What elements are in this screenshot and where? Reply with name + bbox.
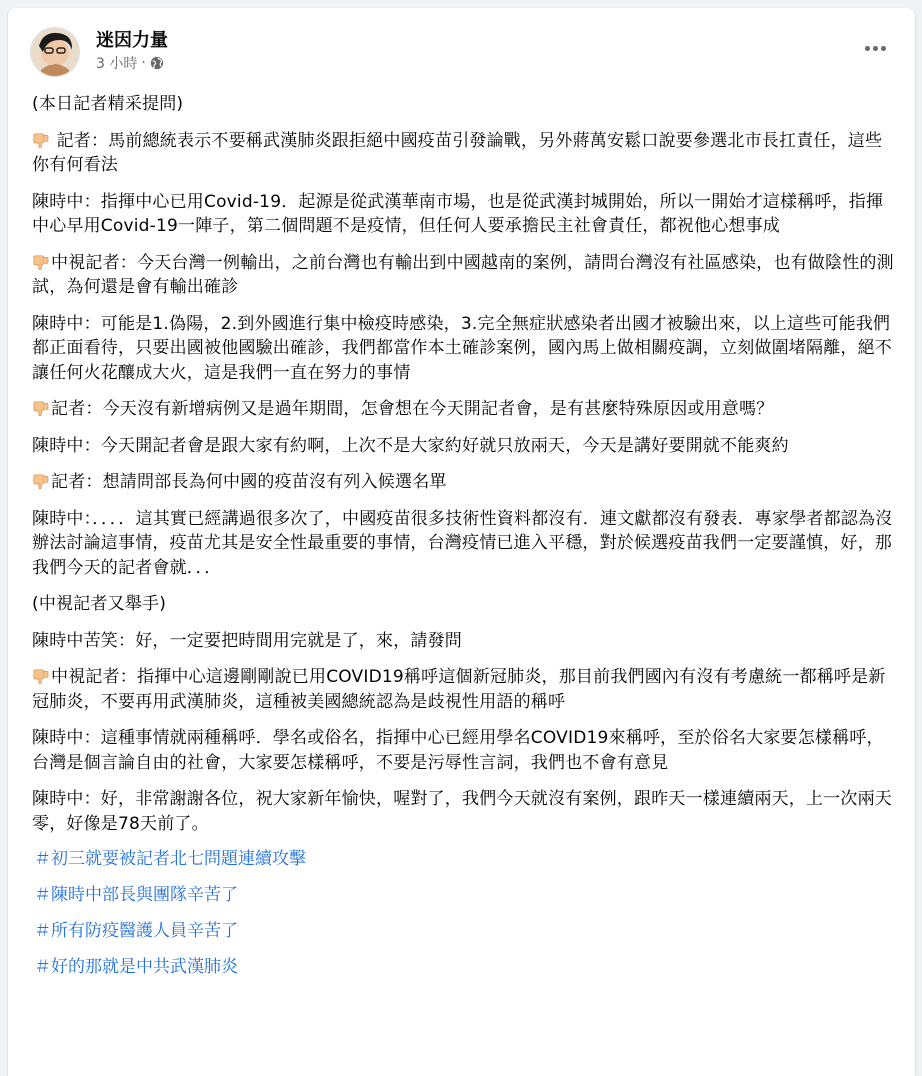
post-header [8, 8, 915, 86]
paragraph-text: 記者：馬前總統表示不要稱武漢肺炎跟拒絕中國疫苗引發論戰，另外蔣萬安鬆口說要參選北市長扛責任，這些你有何看法 [32, 130, 883, 175]
pointing-down-emoji-icon [32, 133, 49, 148]
globe-icon[interactable] [150, 56, 164, 70]
pointing-down-emoji-icon [32, 474, 49, 489]
hashtag-link[interactable]: ＃好的那就是中共武漢肺炎 [34, 957, 238, 977]
profile-photo-icon [31, 28, 79, 76]
more-dot [865, 46, 870, 51]
paragraph-text: 陳時中：今天開記者會是跟大家有約啊，上次不是大家約好就只放兩天，今天是講好要開就不能爽約 [32, 435, 789, 456]
more-dot [881, 46, 886, 51]
pointing-down-emoji-icon [32, 669, 49, 684]
hashtag-link[interactable]: ＃初三就要被記者北七問題連續攻擊 [34, 849, 306, 869]
post-paragraph [32, 470, 898, 495]
post-paragraph [32, 251, 898, 300]
pointing-down-emoji-icon [32, 255, 49, 270]
paragraph-text: 記者：今天沒有新增病例又是過年期間，怎會想在今天開記者會，是有甚麼特殊原因或用意嗎？ [51, 399, 774, 419]
paragraph-text: 中視記者：指揮中心這邊剛剛說已用COVID19稱呼這個新冠肺炎，那目前我們國內有沒有考慮統一都稱呼是新冠肺炎，不要再用武漢肺炎，這種被美國總統認為是歧視性用語的稱呼 [32, 667, 886, 712]
paragraph-text: 陳時中：好，非常謝謝各位，祝大家新年愉快，喔對了，我們今天就沒有案例，跟昨天一樣連續兩天，上一次兩天零，好像是78天前了。 [32, 789, 892, 834]
post-paragraph [32, 312, 898, 386]
paragraph-text: 陳時中：．．．．這其實已經講過很多次了，中國疫苗很多技術性資料都沒有．連文獻都沒有發表．專家學者都認為沒辦法討論這事情，疫苗尤其是安全性最重要的事情，台灣疫情已進入平穩，對於候選疫苗我們一定要謹慎，好，那我們今天的記者會就．．． [32, 508, 893, 578]
post-paragraph [32, 92, 898, 117]
post-paragraph [32, 507, 898, 581]
paragraph-text: 陳時中：可能是1.偽陽，2.到外國進行集中檢疫時感染，3.完全無症狀感染者出國才被驗出來，以上這些可能我們都正面看待，只要出國被他國驗出確診，我們都當作本土確診案例，國內馬上做相關疫調，立刻做圍堵隔離，絕不讓任何火花釀成大火，這是我們一直在努力的事情 [32, 313, 892, 383]
paragraph-text: (本日記者精采提問) [32, 94, 184, 114]
post-paragraph [32, 190, 898, 239]
paragraph-text: 陳時中苦笑：好，一定要把時間用完就是了，來，請發問 [32, 630, 462, 651]
post-paragraph [32, 592, 898, 617]
post-paragraph [32, 665, 898, 714]
post-paragraph [32, 434, 898, 459]
paragraph-text: 中視記者：今天台灣一例輸出，之前台灣也有輸出到中國越南的案例，請問台灣沒有社區感染，也有做陰性的測試，為何還是會有輸出確診 [32, 252, 894, 297]
post-paragraph [32, 397, 898, 422]
post-paragraph [32, 629, 898, 654]
paragraph-text: 記者：想請問部長為何中國的疫苗沒有列入候選名單 [51, 472, 447, 492]
post-text [32, 92, 898, 836]
meta-separator: · [141, 55, 146, 71]
hashtag-link[interactable]: ＃所有防疫醫護人員辛苦了 [34, 921, 238, 941]
post-meta [96, 53, 164, 73]
post-paragraph [32, 129, 898, 178]
hashtag-link[interactable]: ＃陳時中部長與團隊辛苦了 [34, 885, 238, 905]
more-dot [873, 46, 878, 51]
pointing-down-emoji-icon [32, 401, 49, 416]
post-paragraph [32, 726, 898, 775]
post-paragraph [32, 787, 898, 836]
post-body [32, 92, 898, 992]
more-options-button[interactable] [857, 36, 893, 60]
paragraph-text: (中視記者又舉手) [32, 594, 167, 614]
post-time[interactable]: 3 小時 [96, 56, 138, 72]
paragraph-text: 陳時中：這種事情就兩種稱呼．學名或俗名，指揮中心已經用學名COVID19來稱呼，至於俗名大家要怎樣稱呼，台灣是個言論自由的社會，大家要怎樣稱呼，不要是污辱性言詞，我們也不會有意見 [32, 728, 884, 773]
avatar[interactable] [30, 27, 80, 77]
author-name[interactable]: 迷因力量 [96, 30, 168, 51]
paragraph-text: 陳時中：指揮中心已用Covid-19．起源是從武漢華南市場，也是從武漢封城開始，所以一開始才這樣稱呼，指揮中心早用Covid-19一陣子，第二個問題不是疫情，但任何人要承擔民主社會責任，都祝他心想事成 [32, 191, 884, 236]
post-card [8, 8, 915, 1076]
hashtag-list [32, 848, 898, 978]
